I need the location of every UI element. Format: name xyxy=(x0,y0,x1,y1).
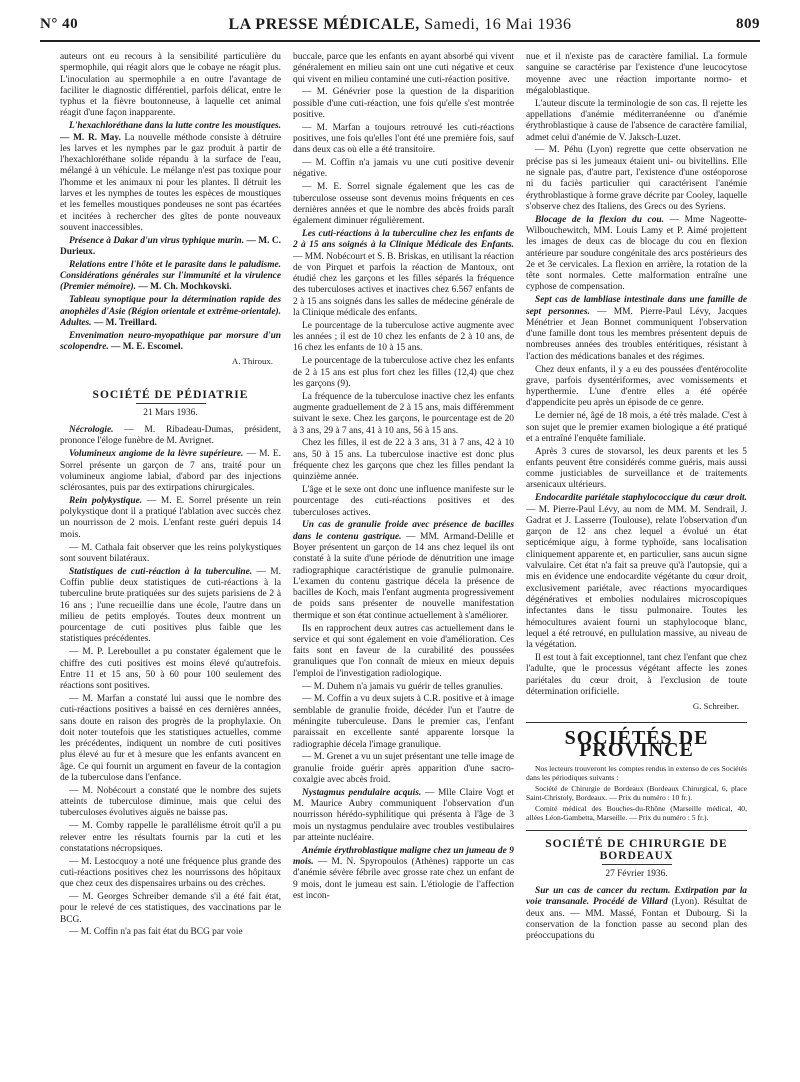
paragraph xyxy=(526,295,747,363)
paragraph: auteurs ont eu recours à la sensibilité particulière du spermophile, qui réagit alors que le cobaye ne réagit plus. L'inoculation au spermophile a en outre l'avantage de faciliter le diagnostic différentiel, parfois délicat, entre le typhus et la fièvre boutonneuse, à laquelle cet animal réagit d'une façon inapparente. xyxy=(60,52,281,119)
article-text: — M. Coffin publie deux statistiques de cuti-réactions à la tuberculine brute pratiquées sur des sujets parisiens de 2 à 16 ans ; l'une recueillie dans une école, l'autre dans un milieu de petits employés. Toutes deux montrent un pourcentage de cuti positives plus faible que les statistiques précédentes. xyxy=(60,566,281,645)
paragraph: nue et il n'existe pas de caractère familial. La formule sanguine se caractérise par l'existence d'une leucocytose moyenne avec une réaction importante normo- et mégaloblastique. xyxy=(526,52,747,96)
paragraph: — M. E. Sorrel signale également que les cas de tuberculose osseuse sont devenus moins fréquents en ces dernières années et que le nombre des abcès froids paraît également diminuer régulièrement. xyxy=(293,182,514,227)
article-title: Tableau synoptique pour la détermination rapide des anophèles d'Asie (Région orientale et extrême-orientale). Adultes. xyxy=(60,295,281,328)
paragraph xyxy=(60,121,281,234)
paragraph xyxy=(60,260,281,294)
paragraph: — M. Génévrier pose la question de la disparition possible d'une cuti-réaction, une fois qu'elle s'est montrée positive. xyxy=(293,87,514,120)
article-title: Anémie érythroblastique maligne chez un jumeau de 9 mois. xyxy=(293,845,514,867)
paragraph: Le pourcentage de la tuberculose active augmente avec les années ; il est de 10 chez les enfants de 2 à 10 ans, de 16 chez les enfants de 10 à 15 ans. xyxy=(293,320,514,354)
paragraph xyxy=(293,846,514,902)
article-author: — M. Ch. Mochkovski. xyxy=(138,282,232,293)
paragraph xyxy=(60,496,281,541)
section-date: 27 Février 1936. xyxy=(605,868,668,879)
paragraph: — M. Coffin n'a pas fait état du BCG par voie xyxy=(69,927,243,938)
notice: Nos lecteurs trouveront les comptes rendus in extenso de ces Sociétés dans les périodiques suivants : xyxy=(526,764,747,783)
paragraph: — M. Grenet a vu un sujet présentant une telle image de granulie froide guérir après apparition d'une sacro-coxalgie avec abcès froid. xyxy=(293,752,514,785)
section-date: 21 Mars 1936. xyxy=(143,407,198,418)
article-title: Rein polykystique. xyxy=(69,495,143,506)
paragraph xyxy=(526,215,747,294)
paragraph: — M. Lestocquoy a noté une fréquence plus grande des cuti-réactions positives chez les nourrissons des hôpitaux que chez ceux des dispensaires urbains ou des crèches. xyxy=(60,856,281,890)
article-text: — MM. Nobécourt et S. B. Briskas, en utilisant la réaction de von Pirquet et parfois la réaction de Mantoux, ont étudié chez les garçons et les filles séparés la fréquence des tuberculoses actives et inactives chez 6.567 enfants de 2 à 15 ans soignés dans les salles de médecine générale de la Clinique médicale des enfants. xyxy=(293,251,514,319)
article-text: — Mme Nageotte-Wilbouchewitch, MM. Louis Lamy et P. Aimé projettent les images de deux cas de blocage du cou en flexion antérieure par soudure congénitale des arcs postérieurs des 2e et 3e cervicales. La flexion en arrière, la rotation de la tête sont normales. Cette malformation entraîne une cyphose de compensation. xyxy=(526,214,747,293)
paragraph: Le dernier né, âgé de 18 mois, a été très malade. C'est à son sujet que le premier examen biologique a été pratiqué et a entraîné l'enquête familiale. xyxy=(526,411,747,444)
paragraph xyxy=(526,493,747,651)
paragraph: Le pourcentage de la tuberculose active chez les enfants de 2 à 15 ans est plus fort chez les filles (12,4) que chez les garçons (9). xyxy=(293,356,514,389)
paragraph: — M. Nobécourt a constaté que le nombre des sujets atteints de tuberculose diminue, mais que celui des tuberculoses évolutives aiguës ne baisse pas. xyxy=(60,785,281,819)
paragraph: Chez les filles, il est de 22 à 3 ans, 31 à 7 ans, 42 à 10 ans, 50 à 15 ans. La tuberculose inactive est donc plus fréquente chez les garçons que chez les filles pendant la quinzième année. xyxy=(293,438,514,483)
article-text: — M. E. Sorrel présente un rein polykystique dont il a pratiqué l'ablation avec succès chez un nourrisson de 2 mois. L'enfant reste guéri depuis 14 mois. xyxy=(60,495,281,540)
paragraph xyxy=(60,425,281,448)
signature: A. Thiroux. xyxy=(231,356,273,367)
article-title: Endocardite pariétale staphylococcique du cœur droit. xyxy=(535,493,747,504)
article-title: Relations entre l'hôte et le parasite dans le paludisme. Considérations générales sur l'immunité et la virulence (Premier mémoire). xyxy=(60,259,281,293)
journal-name: LA PRESSE MÉDICALE, xyxy=(228,16,420,33)
signature: G. Schreiber. xyxy=(692,701,739,712)
notice: Comité médical des Bouches-du-Rhône (Marseille médical, 40, allées Léon-Gambetta, Marseille. — Prix du numéro : 5 fr.). xyxy=(526,803,747,823)
paragraph: Il est tout à fait exceptionnel, tant chez l'enfant que chez l'adulte, que le processus végétant affecte les zones pariétales du cœur droit, à l'exclusion de toute détermination orificielle. xyxy=(526,652,747,697)
article-title: Nécrologie. xyxy=(69,425,114,436)
section-title: SOCIÉTÉ DE CHIRURGIE DE BORDEAUX xyxy=(545,838,728,862)
article-title: Envenimation neuro-myopathique par morsure d'un scolopendre. xyxy=(60,330,281,352)
paragraph: — M. Péhu (Lyon) regrette que cette observation ne précise pas si les jumeaux étaient uni- ou bivitellins. Elle ne signale pas, d'autre part, l'existence d'une ostéoporose ni du faciès particulier qui caractérisent l'anémie érythroblastique à forme grave décrite par Cooley, laquelle s'observe chez des Italiens, des Grecs ou des Syriens. xyxy=(526,145,747,212)
paragraph xyxy=(293,229,514,319)
article-text: — M. N. Spyropoulos (Athènes) rapporte un cas d'anémie sévère fébrile avec grosse rate chez un enfant de 9 mois, dont le jumeau est sain. L'étiologie de l'affection est incon- xyxy=(293,856,514,901)
paragraph: — M. Georges Schreiber demande s'il a été fait état, pour le relevé de ces statistiques, des vaccinations par le BCG. xyxy=(60,891,281,925)
paragraph: — M. Duhem n'a jamais vu guérir de telles granulies. xyxy=(302,681,503,692)
column-3 xyxy=(526,52,747,1072)
section-divider xyxy=(526,722,747,723)
article-text: — M. E. Sorrel présente un garçon de 7 ans, traité pour un volumineux angiome labial, d'abord par des injections sclérosantes, puis par des extirpations chirurgicales. xyxy=(60,449,281,494)
article-title: Un cas de granulie froide avec présence de bacilles dans le contenu gastrique. xyxy=(293,520,514,542)
paragraph: buccale, parce que les enfants en ayant absorbé qui vivent généralement en milieu sain ont une cuti négative et ceux qui vivent en milieu contaminé une cuti-réaction positive. xyxy=(293,52,514,85)
article-author: — M. Treillard. xyxy=(93,317,157,328)
article-title: Sur un cas de cancer du rectum. Extirpation par la voie transanale. Procédé de Villard xyxy=(526,886,747,908)
paragraph xyxy=(60,331,281,354)
notice: Société de Chirurgie de Bordeaux (Bordeaux Chirurgical, 6, place Saint-Christoly, Bordeaux. — Prix du numéro : 10 fr.). xyxy=(526,783,747,803)
page-number: 809 xyxy=(736,16,760,32)
article-title: Les cuti-réactions à la tuberculine chez les enfants de 2 à 15 ans soignés à la Clinique Médicale des Enfants. xyxy=(293,228,514,251)
article-title: Nystagmus pendulaire acquis. xyxy=(302,787,422,798)
issue-number: N° 40 xyxy=(40,16,79,32)
paragraph xyxy=(60,295,281,329)
article-title: L'hexachloréthane dans la lutte contre les moustiques. xyxy=(69,121,281,132)
header-rule xyxy=(40,40,760,42)
article-text: — MM. Pierre-Paul Lévy, Jacques Ménétrier et Jean Bonnet communiquent l'observation d'une famille dont tous les membres présentent depuis de nombreuses années des troubles entéritiques, résistant à l'action des médications banales et des régimes. xyxy=(526,306,747,362)
column-1 xyxy=(60,52,281,1072)
article-text: — M. Ribadeau-Dumas, président, prononce l'éloge funèbre de M. Avrignet. xyxy=(60,425,281,447)
article-title: Sept cas de lambliase intestinale dans une famille de sept personnes. xyxy=(526,295,747,317)
article-text: — M. Pierre-Paul Lévy, au nom de MM. M. Sendrail, J. Gadrat et J. Lasserre (Toulouse), relate l'observation d'un garçon de 12 ans chez lequel a évolué un état septicémique aigu, à forme typhoïde, sans localisation cliniquement apparente et, en particulier, sans aucun signe valvulaire. Cet état n'a fait sa preuve qu'à l'autopsie, qui a mis en évidence une endocardite végétante du cœur droit, exclusivement pariétale, avec réactions myocardiques dégénératives et embolies nodulaires microscopiques infectantes dans le tissu pulmonaire. Toutes les hémocultures avaient fourni un staphylocoque blanc, lequel a été retrouvé, en pullulation massive, au niveau de la végétation. xyxy=(526,504,747,651)
page-header xyxy=(40,12,760,38)
paragraph xyxy=(60,567,281,646)
section-rule xyxy=(602,864,672,865)
paragraph: Chez deux enfants, il y a eu des poussées d'entérocolite grave, parfois dysentériformes, avec vomissements et hyperthermie. L'une d'entre elles a été opérée d'appendicite peu après un épisode de ce genre. xyxy=(526,364,747,409)
paragraph: La fréquence de la tuberculose inactive chez les enfants augmente graduellement de 2 à 15 ans, mais différemment suivant le sexe. Chez les garçons, le pourcentage est de 20 à 3 ans, 29 à 7 ans, 41 à 10 ans, 56 à 15 ans. xyxy=(293,391,514,436)
article-text: (Lyon). Résultat de deux ans. — MM. Massé, Fontan et Dubourg. Si la conservation de la fonction passe au second plan des préoccupations du xyxy=(526,897,747,942)
article-text: — MM. Armand-Delille et Boyer présentent un garçon de 14 ans chez lequel ils ont constaté à la suite d'une période de dénutrition une image radiographique caractéristique de granulie pulmonaire. L'examen du contenu gastrique décela la présence de bacilles de Koch, mais l'enfant augmenta progressivement de poids sans présenter de nouvelle manifestation thermique et son état continue actuellement à s'améliorer. xyxy=(293,531,514,621)
article-title: Statistiques de cuti-réaction à la tuberculine. xyxy=(69,566,253,577)
paragraph xyxy=(293,788,514,844)
article-text: — Mlle Claire Vogt et M. Maurice Aubry communiquent l'observation d'un nourrisson hérédo-syphilitique qui présenta à l'âge de 3 mois un nystagmus pendulaire avec troubles vestibulaires par atteinte nucléaire. xyxy=(293,787,514,843)
paragraph: — M. P. Lereboullet a pu constater également que le chiffre des cuti positives est moins élevé qu'autrefois. Entre 11 et 15 ans, 50 à 60 pour 100 seulement des réactions sont positives. xyxy=(60,647,281,692)
article-title: Volumineux angiome de la lèvre supérieure. xyxy=(69,449,244,460)
paragraph: — M. Comby rappelle le parallélisme étroit qu'il a pu relever entre les résultats fournis par la cuti et les constatations nécropsiques. xyxy=(60,821,281,854)
paragraph: L'âge et le sexe ont donc une influence manifeste sur le pourcentage des cuti-réactions positives et des tuberculoses actives. xyxy=(293,484,514,518)
paragraph xyxy=(293,520,514,622)
article-author: — M. R. May. xyxy=(60,132,121,143)
paragraph: — M. Coffin a vu deux sujets à C.R. positive et à image semblable de granulie froide, décéder l'un et l'autre de méningite tuberculeuse. Dans le premier cas, l'enfant paraissait en excellente santé apparente lorsque la radiographie décela l'image granulique. xyxy=(293,694,514,750)
issue-date: Samedi, 16 Mai 1936 xyxy=(424,16,572,33)
article-author: — M. C. Durieux. xyxy=(60,235,281,258)
paragraph xyxy=(60,449,281,494)
paragraph: Après 3 cures de stovarsol, les deux parents et les 5 enfants peuvent être considérés comme guéris, mais aussi comme justiciables de surveillance et de traitements arsenicaux ultérieurs. xyxy=(526,446,747,491)
paragraph: — M. Marfan a toujours retrouvé les cuti-réactions positives, une fois qu'elles l'ont été une première fois, sauf dans deux cas où elle a été transitoire. xyxy=(293,122,514,156)
article-title: Présence à Dakar d'un virus typhique murin. xyxy=(69,235,245,246)
paragraph: — M. Marfan a constaté lui aussi que le nombre des cuti-réactions positives a baissé en ces dernières années, sans doute en raison des progrès de la prophylaxie. On doit noter toutefois que les statistiques actuelles, comme les précédentes, indiquent un nombre de cuti positives plus élevé au fur et à mesure que les enfants avancent en âge. Ce qui fournit un argument en faveur de la contagion de la tuberculose dans l'enfance. xyxy=(60,693,281,784)
rubric-title: SOCIÉTÉS DE PROVINCE xyxy=(564,727,709,761)
paragraph xyxy=(526,886,747,942)
column-2 xyxy=(293,52,514,1072)
section-rule xyxy=(136,403,206,404)
section-title: SOCIÉTÉ DE PÉDIATRIE xyxy=(92,388,249,401)
running-title xyxy=(40,16,760,34)
article-text: La nouvelle méthode consiste à détruire les larves et les nymphes par le gaz produit à partir de l'hexachloréthane solide répandu à la surface de l'eau, mélangé à un véhicule. Le mélange n'est pas toxique pour l'homme et les animaux ni pour les plantes. Il détruit les larves et les nymphes de toutes les espèces de moustiques et les femelles moustiques pondeuses ne sont pas écartées et incitées à rechercher des gîtes de ponte nouveaux souvent inaccessibles. xyxy=(60,132,281,233)
paragraph: — M. Coffin n'a jamais vu une cuti positive devenir négative. xyxy=(293,158,514,180)
paragraph: Ils en rapprochent deux autres cas actuellement dans le service et qui sont également en voie d'amélioration. Ces faits sont en faveur de la curabilité des poussées granuliques que l'on connaît de mieux en mieux depuis l'emploi de l'investigation radiologique. xyxy=(293,623,514,679)
article-author: — M. E. Escomel. xyxy=(111,341,183,352)
article-title: Blocage de la flexion du cou. xyxy=(535,214,664,225)
paragraph xyxy=(60,236,281,259)
columns xyxy=(60,52,748,1072)
paragraph: L'auteur discute la terminologie de son cas. Il rejette les appellations d'anémie méditerranéenne ou d'anémie érythroblastique à cause de l'absence de caractère familial, admet celui d'anémie de V. Jaksch-Luzet. xyxy=(526,98,747,143)
paragraph: — M. Cathala fait observer que les reins polykystiques sont souvent bilatéraux. xyxy=(60,542,281,564)
notice-rule xyxy=(526,830,747,831)
